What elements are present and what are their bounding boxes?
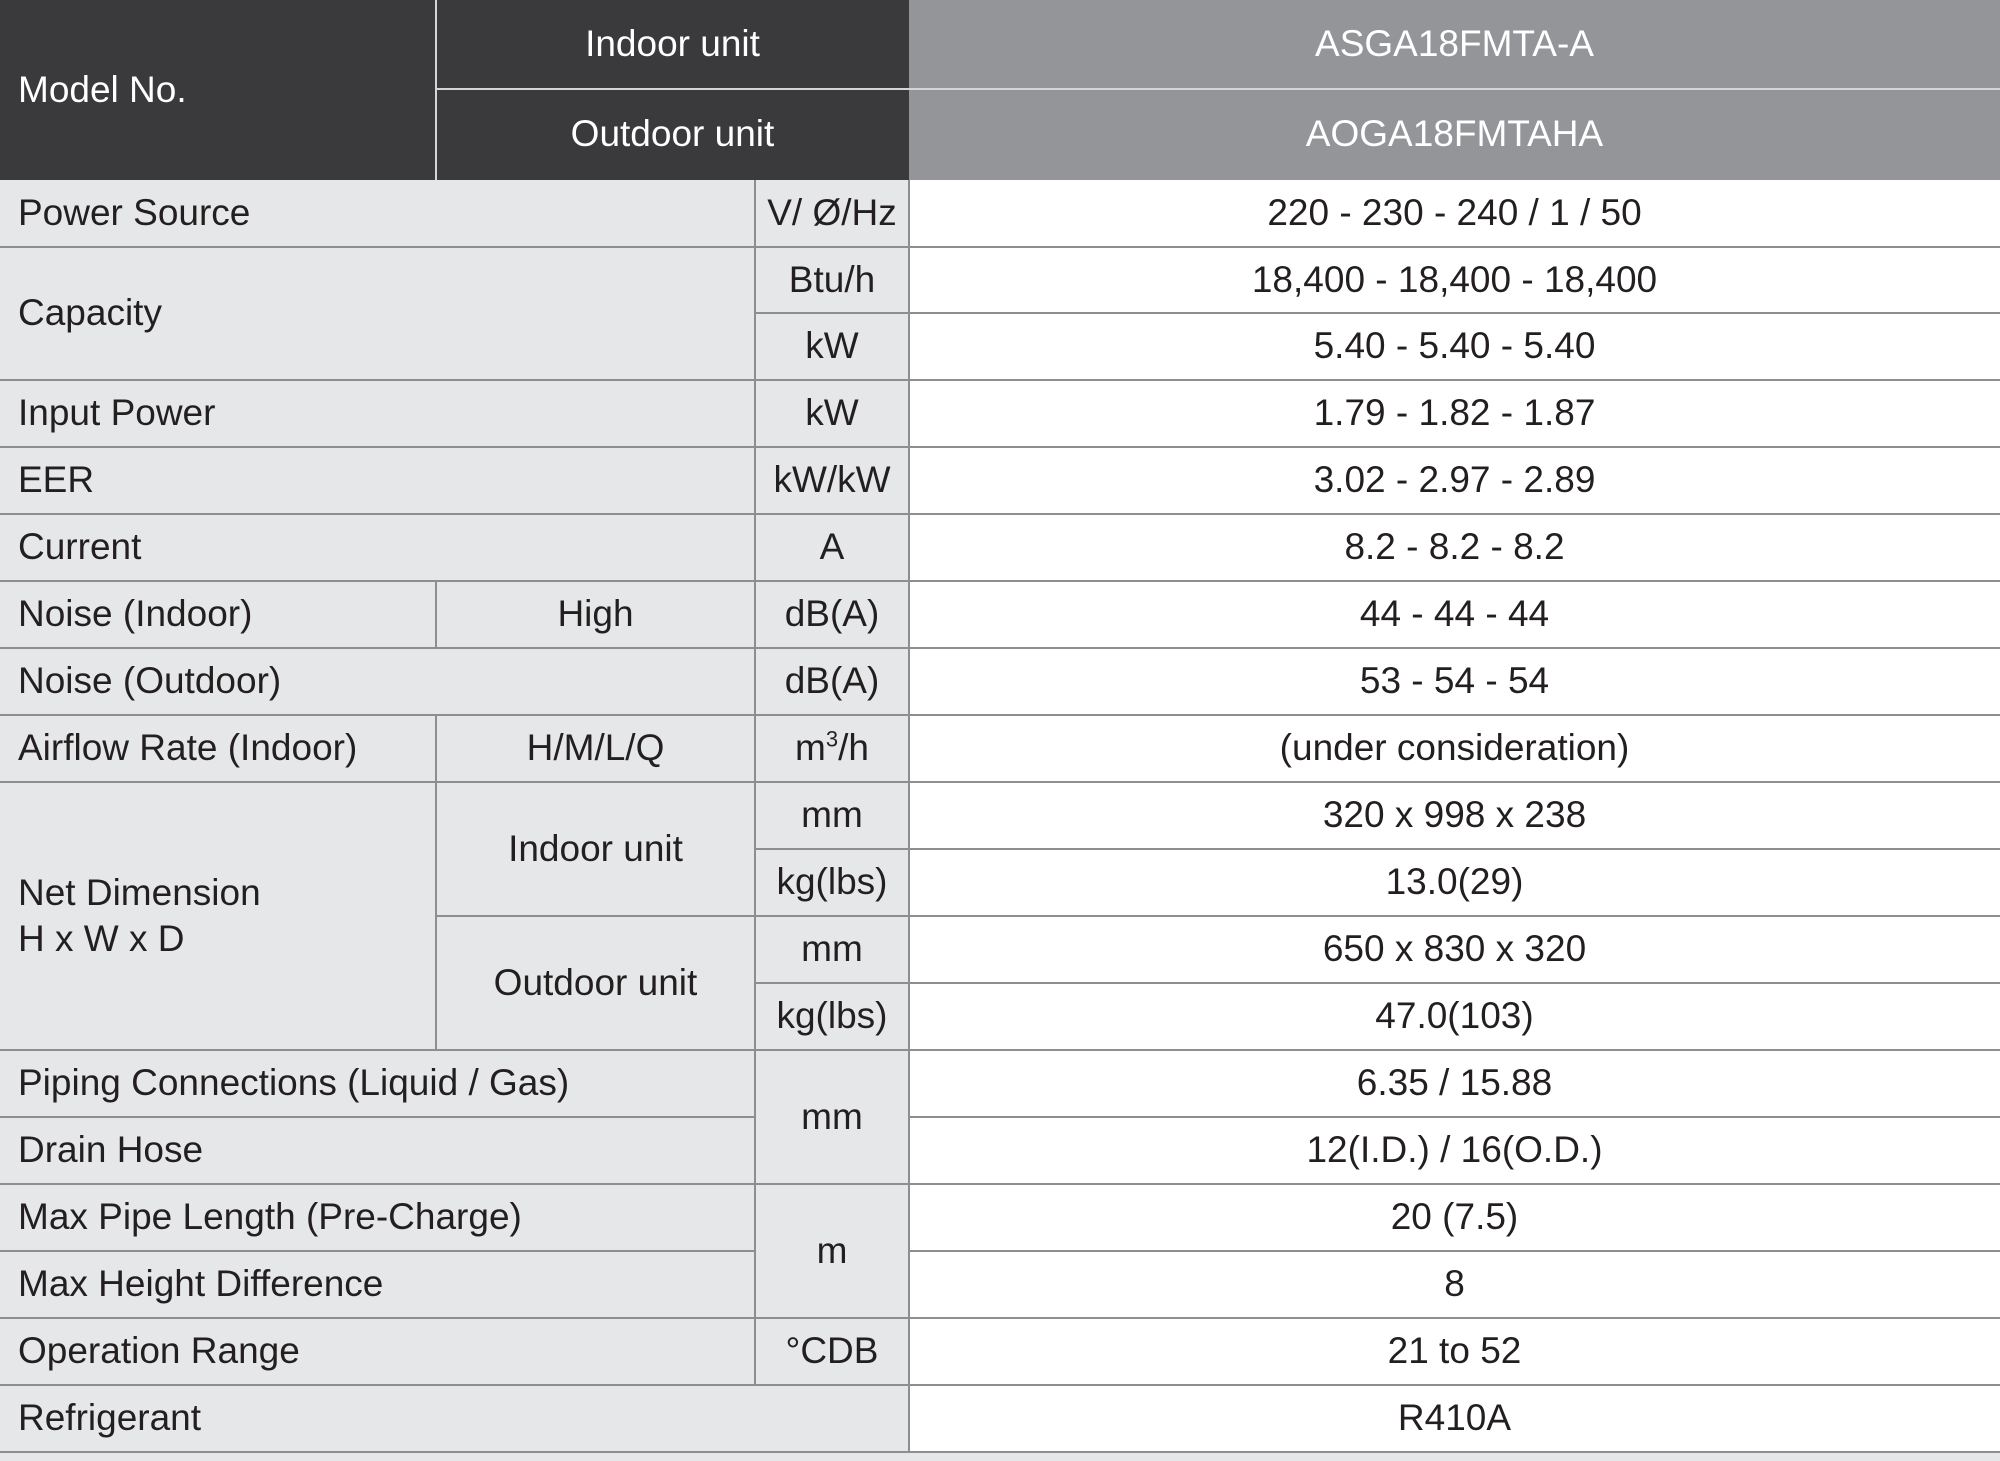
row-line-13 bbox=[0, 1049, 2000, 1051]
piping-drain-unit: mm bbox=[755, 1050, 909, 1184]
max-height-difference-value: 8 bbox=[909, 1251, 2000, 1318]
net-dimension-label-line1: Net Dimension bbox=[18, 871, 261, 913]
sub-column-divider-noise bbox=[435, 581, 437, 648]
drain-hose-value: 12(I.D.) / 16(O.D.) bbox=[909, 1117, 2000, 1184]
current-unit: A bbox=[755, 514, 909, 581]
airflow-label: Airflow Rate (Indoor) bbox=[0, 715, 436, 782]
capacity-unit-btuh: Btu/h bbox=[755, 247, 909, 313]
operation-range-unit: °CDB bbox=[755, 1318, 909, 1385]
operation-range-value: 21 to 52 bbox=[909, 1318, 2000, 1385]
indoor-model-number: ASGA18FMTA-A bbox=[909, 0, 2000, 89]
noise-outdoor-unit: dB(A) bbox=[755, 648, 909, 715]
noise-indoor-value: 44 - 44 - 44 bbox=[909, 581, 2000, 648]
row-line-16-left bbox=[0, 1250, 755, 1252]
outdoor-model-number: AOGA18FMTAHA bbox=[909, 89, 2000, 180]
row-line-19 bbox=[0, 1451, 2000, 1453]
row-line-11 bbox=[436, 915, 2000, 917]
max-pipe-length-value: 20 (7.5) bbox=[909, 1184, 2000, 1251]
capacity-label: Capacity bbox=[0, 247, 755, 380]
max-pipe-length-label: Max Pipe Length (Pre-Charge) bbox=[0, 1184, 755, 1251]
row-line-3 bbox=[0, 379, 2000, 381]
current-label: Current bbox=[0, 514, 755, 581]
header-divider-v bbox=[435, 0, 437, 180]
row-line-14-right bbox=[909, 1116, 2000, 1118]
net-dimension-outdoor-unit-kg: kg(lbs) bbox=[755, 983, 909, 1050]
power-source-label: Power Source bbox=[0, 180, 755, 247]
net-dimension-indoor-value-mm: 320 x 998 x 238 bbox=[909, 782, 2000, 849]
net-dimension-label bbox=[0, 782, 436, 1050]
row-line-16-right bbox=[909, 1250, 2000, 1252]
net-dimension-outdoor-value-mm: 650 x 830 x 320 bbox=[909, 916, 2000, 983]
airflow-sub: H/M/L/Q bbox=[436, 715, 755, 782]
net-dimension-indoor-value-kg: 13.0(29) bbox=[909, 849, 2000, 916]
table-bottom-strip bbox=[0, 1452, 2000, 1461]
row-line-18 bbox=[0, 1384, 2000, 1386]
refrigerant-label: Refrigerant bbox=[0, 1385, 909, 1452]
max-height-difference-label: Max Height Difference bbox=[0, 1251, 755, 1318]
eer-unit: kW/kW bbox=[755, 447, 909, 514]
input-power-unit: kW bbox=[755, 380, 909, 447]
net-dimension-indoor-unit-kg: kg(lbs) bbox=[755, 849, 909, 916]
row-line-17 bbox=[0, 1317, 2000, 1319]
net-dimension-indoor-unit-mm: mm bbox=[755, 782, 909, 849]
header-divider-h-left bbox=[436, 88, 909, 90]
pipe-height-unit: m bbox=[755, 1184, 909, 1318]
eer-label: EER bbox=[0, 447, 755, 514]
row-line-14-left bbox=[0, 1116, 755, 1118]
row-line-1 bbox=[0, 246, 2000, 248]
power-source-value: 220 - 230 - 240 / 1 / 50 bbox=[909, 180, 2000, 247]
row-line-4 bbox=[0, 446, 2000, 448]
piping-connections-label: Piping Connections (Liquid / Gas) bbox=[0, 1050, 755, 1117]
row-line-15 bbox=[0, 1183, 2000, 1185]
airflow-value: (under consideration) bbox=[909, 715, 2000, 782]
model-no-label: Model No. bbox=[0, 0, 436, 180]
row-line-10 bbox=[755, 848, 2000, 850]
noise-indoor-sub: High bbox=[436, 581, 755, 648]
capacity-unit-kw: kW bbox=[755, 313, 909, 380]
capacity-value-kw: 5.40 - 5.40 - 5.40 bbox=[909, 313, 2000, 380]
operation-range-label: Operation Range bbox=[0, 1318, 755, 1385]
drain-hose-label: Drain Hose bbox=[0, 1117, 755, 1184]
row-line-6 bbox=[0, 580, 2000, 582]
header-divider-h-right bbox=[909, 88, 2000, 90]
noise-indoor-label: Noise (Indoor) bbox=[0, 581, 436, 648]
airflow-unit: $m^3/h$ bbox=[755, 715, 909, 782]
power-source-unit: V/ Ø/Hz bbox=[755, 180, 909, 247]
capacity-value-btuh: 18,400 - 18,400 - 18,400 bbox=[909, 247, 2000, 313]
net-dimension-label-line2: H x W x D bbox=[18, 918, 185, 959]
sub-column-divider-airflow bbox=[435, 715, 437, 1050]
piping-connections-value: 6.35 / 15.88 bbox=[909, 1050, 2000, 1117]
row-line-2 bbox=[755, 312, 2000, 314]
row-line-5 bbox=[0, 513, 2000, 515]
eer-value: 3.02 - 2.97 - 2.89 bbox=[909, 447, 2000, 514]
noise-outdoor-value: 53 - 54 - 54 bbox=[909, 648, 2000, 715]
row-line-8 bbox=[0, 714, 2000, 716]
value-column-divider bbox=[908, 180, 910, 1452]
noise-indoor-unit: dB(A) bbox=[755, 581, 909, 648]
input-power-value: 1.79 - 1.82 - 1.87 bbox=[909, 380, 2000, 447]
net-dimension-indoor-label: Indoor unit bbox=[436, 782, 755, 916]
refrigerant-value: R410A bbox=[909, 1385, 2000, 1452]
row-line-7 bbox=[0, 647, 2000, 649]
row-line-12 bbox=[755, 982, 2000, 984]
current-value: 8.2 - 8.2 - 8.2 bbox=[909, 514, 2000, 581]
net-dimension-outdoor-unit-mm: mm bbox=[755, 916, 909, 983]
indoor-unit-header: Indoor unit bbox=[436, 0, 909, 89]
outdoor-unit-header: Outdoor unit bbox=[436, 89, 909, 180]
row-line-9 bbox=[0, 781, 2000, 783]
net-dimension-outdoor-value-kg: 47.0(103) bbox=[909, 983, 2000, 1050]
noise-outdoor-label: Noise (Outdoor) bbox=[0, 648, 755, 715]
input-power-label: Input Power bbox=[0, 380, 755, 447]
net-dimension-outdoor-label: Outdoor unit bbox=[436, 916, 755, 1050]
